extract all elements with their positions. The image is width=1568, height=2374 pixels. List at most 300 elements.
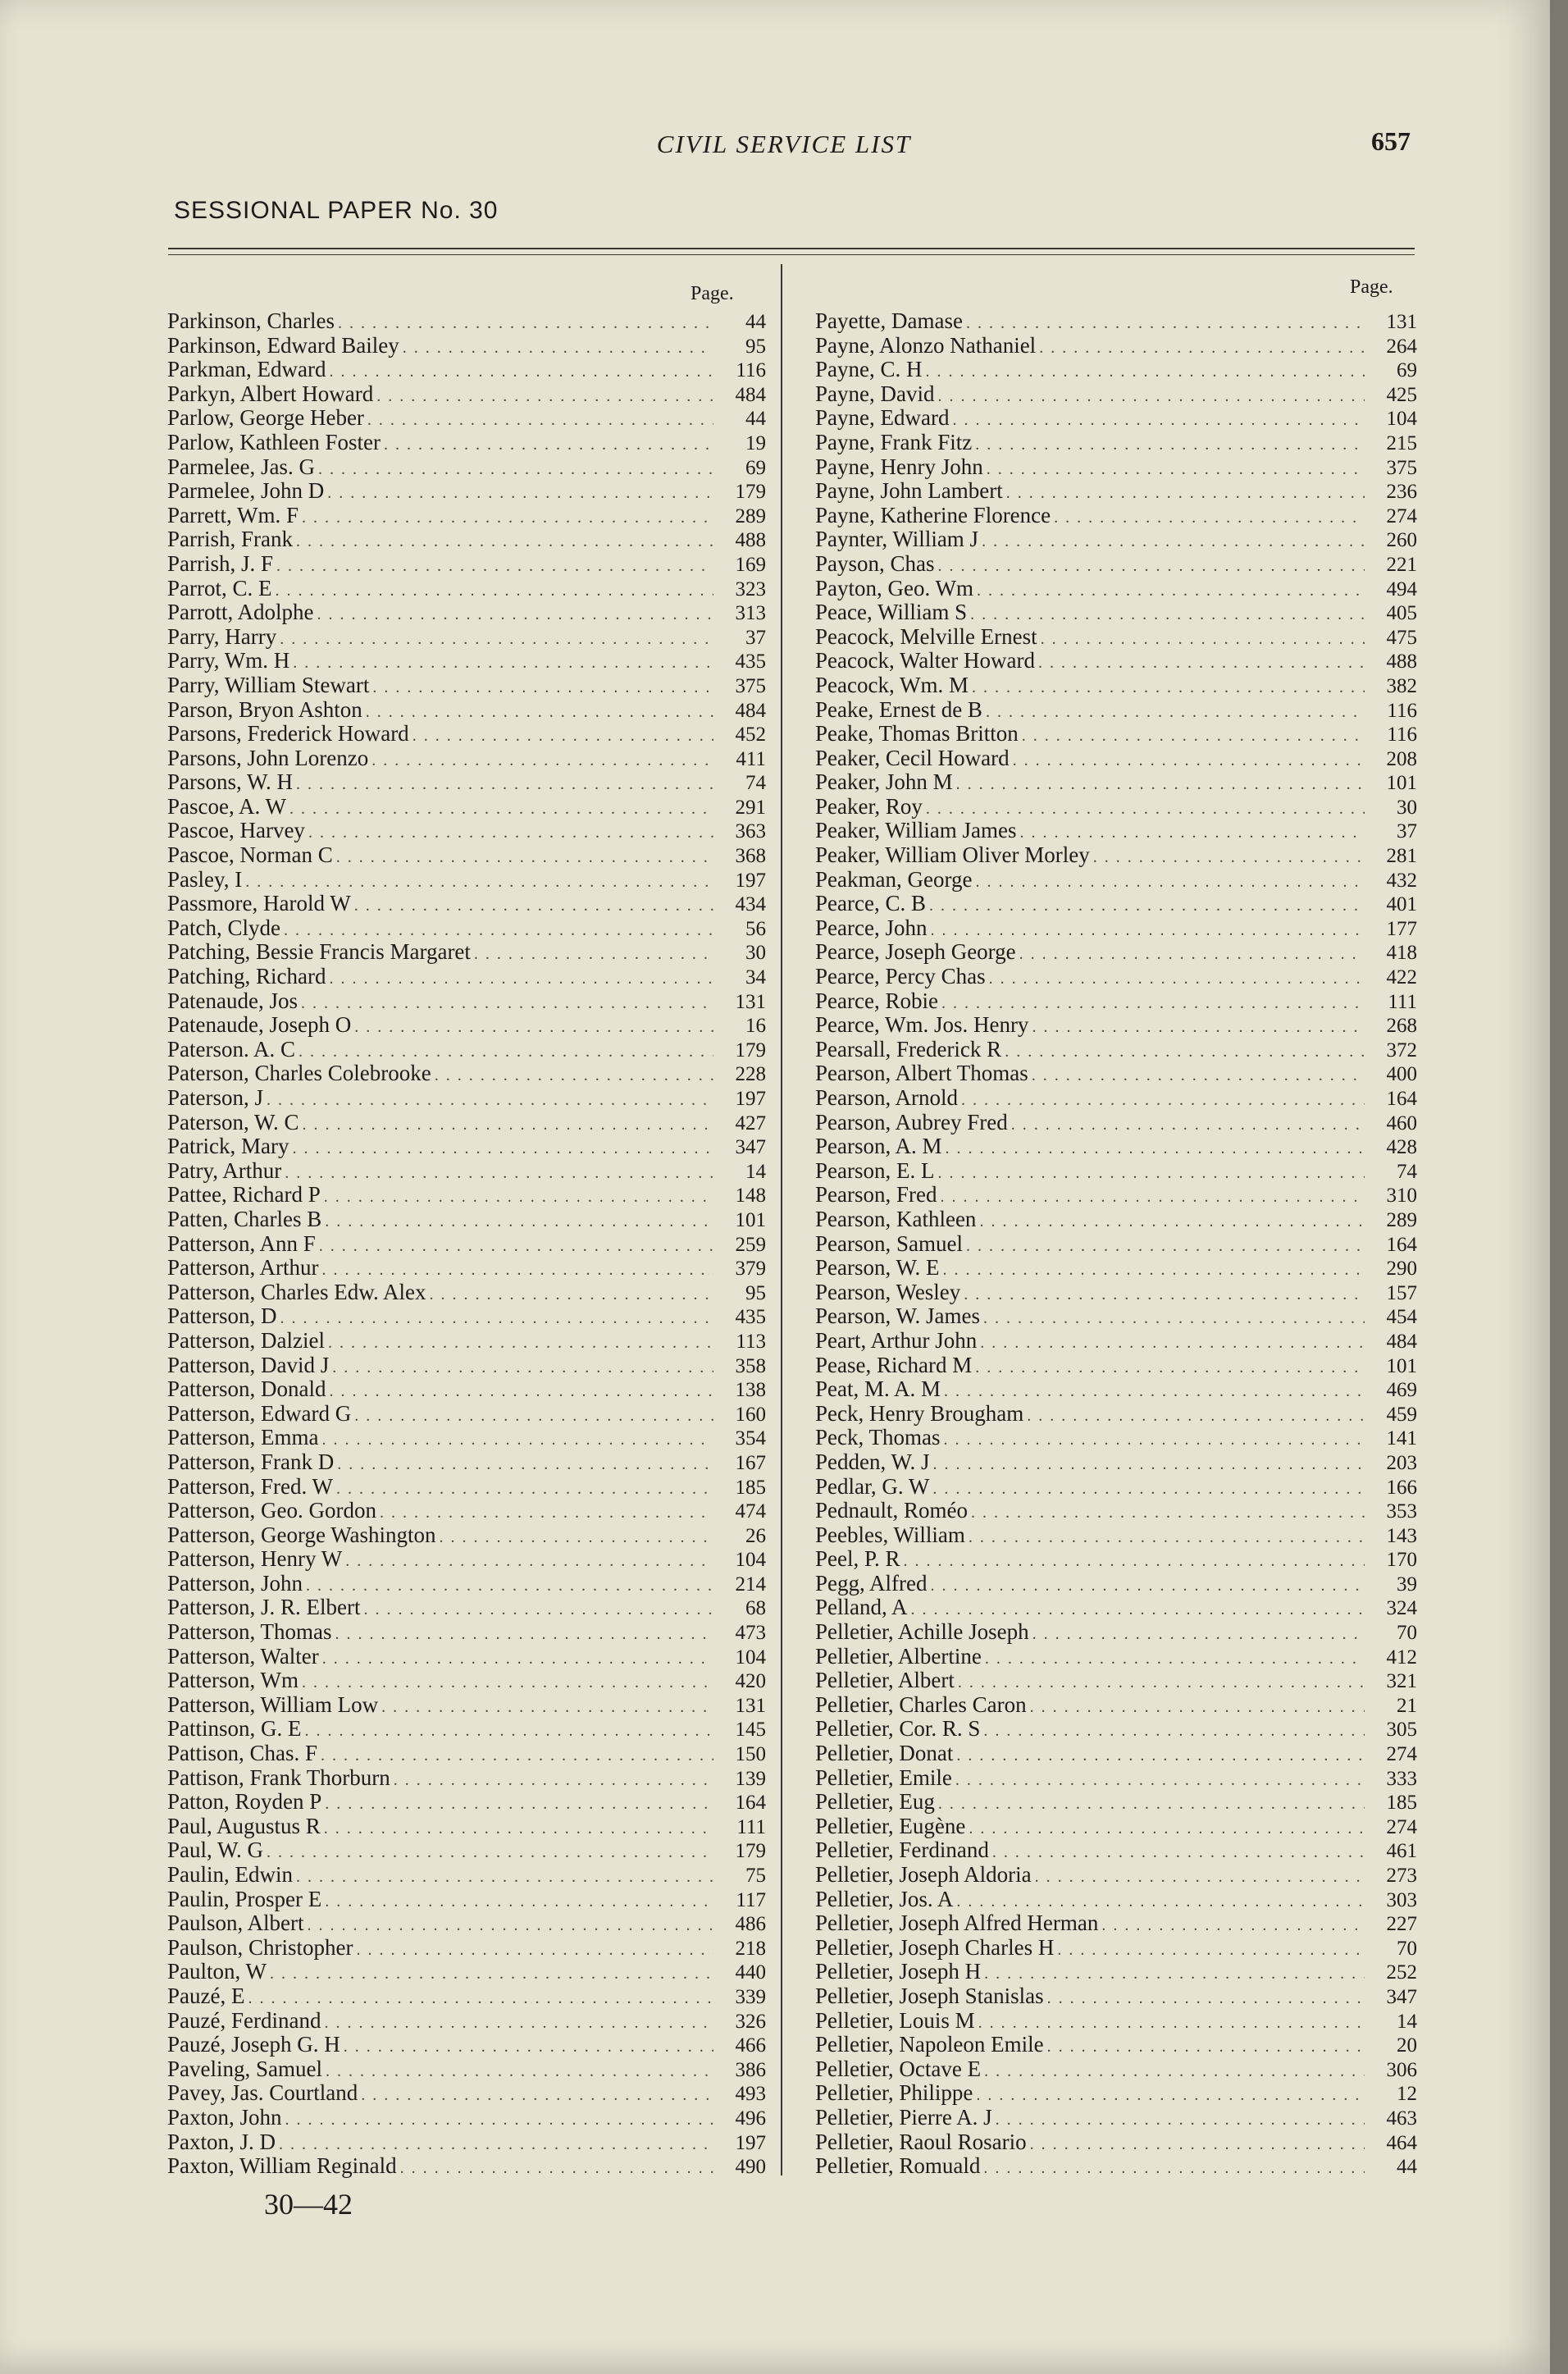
entry-page-number: 74 (745, 772, 766, 795)
dot-leader (1027, 1404, 1365, 1429)
dot-leader (1030, 1696, 1365, 1720)
entry-name: Patterson, Ann F (167, 1230, 316, 1256)
dot-leader (956, 1744, 1365, 1769)
dot-leader (308, 821, 713, 846)
dot-leader (992, 1841, 1365, 1865)
entry-page-number: 290 (1386, 1258, 1417, 1281)
left-index-column (167, 309, 766, 2179)
entry-page-number: 218 (735, 1937, 766, 1960)
index-entry (815, 2033, 1417, 2057)
index-entry (167, 868, 766, 893)
entry-name: Pedden, W. J (815, 1449, 930, 1474)
entry-name: Parkman, Edward (167, 357, 326, 382)
dot-leader (1013, 749, 1365, 774)
dot-leader (394, 1769, 713, 1793)
entry-name: Paulson, Christopher (167, 1934, 353, 1960)
index-entry (815, 1111, 1417, 1135)
index-entry (815, 795, 1417, 819)
index-entry (167, 819, 766, 843)
entry-name: Patterson, David J (167, 1352, 330, 1377)
index-entry (815, 1693, 1417, 1718)
entry-page-number: 141 (1386, 1427, 1417, 1450)
index-entry (167, 2057, 766, 2082)
entry-page-number: 463 (1386, 2107, 1417, 2130)
index-entry (815, 1669, 1417, 1693)
entry-name: Parkinson, Charles (167, 308, 335, 333)
entry-name: Patten, Charles B (167, 1206, 322, 1231)
entry-page-number: 273 (1386, 1865, 1417, 1887)
entry-page-number: 101 (1386, 772, 1417, 795)
entry-page-number: 494 (1386, 578, 1417, 600)
entry-page-number: 382 (1386, 674, 1417, 697)
entry-page-number: 179 (735, 1039, 766, 1061)
dot-leader (1032, 1016, 1365, 1040)
index-entry (815, 1402, 1417, 1427)
dot-leader (354, 1404, 713, 1429)
dot-leader (977, 579, 1365, 604)
index-entry (167, 1547, 766, 1572)
dot-leader (337, 1453, 713, 1477)
index-entry (167, 527, 766, 552)
dot-leader (979, 1210, 1365, 1235)
entry-page-number: 56 (745, 917, 766, 940)
entry-name: Pearsall, Frederick R (815, 1036, 1002, 1061)
entry-name: Patton, Royden P (167, 1789, 322, 1815)
entry-name: Patrick, Mary (167, 1134, 289, 1159)
entry-page-number: 268 (1386, 1015, 1417, 1038)
index-entry (815, 382, 1417, 407)
running-title: CIVIL SERVICE LIST (656, 130, 912, 158)
index-entry (167, 552, 766, 577)
entry-page-number: 185 (1386, 1792, 1417, 1815)
entry-page-number: 464 (1386, 2131, 1417, 2154)
entry-name: Parson, Bryon Ashton (167, 696, 362, 722)
dot-leader (985, 1647, 1365, 1672)
dot-leader (969, 1526, 1365, 1550)
entry-page-number: 372 (1386, 1039, 1417, 1061)
entry-page-number: 412 (1386, 1646, 1417, 1669)
index-entry (815, 309, 1417, 334)
dot-leader (361, 2084, 713, 2108)
dot-leader (326, 2060, 713, 2084)
entry-page-number: 400 (1386, 1063, 1417, 1086)
entry-page-number: 117 (736, 1888, 766, 1911)
entry-page-number: 197 (735, 1088, 766, 1110)
dot-leader (1005, 1040, 1365, 1065)
entry-name: Parrot, C. E (167, 575, 272, 600)
entry-page-number: 203 (1386, 1451, 1417, 1474)
entry-page-number: 347 (735, 1136, 766, 1159)
entry-page-number: 434 (735, 893, 766, 916)
entry-page-number: 167 (735, 1451, 766, 1474)
index-entry (167, 1693, 766, 1718)
index-entry (815, 552, 1417, 577)
index-entry (815, 1354, 1417, 1378)
entry-page-number: 20 (1397, 2034, 1417, 2057)
entry-name: Pelletier, Philippe (815, 2080, 973, 2106)
index-entry (815, 1304, 1417, 1329)
entry-page-number: 170 (1386, 1549, 1417, 1572)
index-entry (815, 1838, 1417, 1863)
entry-name: Pelletier, Eug (815, 1789, 935, 1815)
entry-name: Patterson, Walter (167, 1643, 319, 1669)
entry-name: Paterson. A. C (167, 1036, 296, 1061)
entry-page-number: 215 (1386, 431, 1417, 454)
entry-name: Pelletier, Joseph Alfred Herman (815, 1911, 1099, 1936)
dot-leader (322, 1647, 713, 1672)
index-entry (167, 2009, 766, 2034)
column-divider (781, 264, 782, 2175)
entry-page-number: 70 (1397, 1622, 1417, 1645)
entry-page-number: 274 (1386, 1815, 1417, 1838)
index-entry (815, 1256, 1417, 1281)
entry-page-number: 454 (1386, 1306, 1417, 1329)
dot-leader (940, 1185, 1365, 1210)
entry-name: Patterson, D (167, 1303, 277, 1329)
dot-leader (357, 1938, 714, 1963)
entry-page-number: 321 (1386, 1670, 1417, 1693)
dot-leader (429, 1283, 713, 1308)
dot-leader (324, 1185, 713, 1210)
index-entry (815, 577, 1417, 601)
entry-page-number: 264 (1386, 335, 1417, 358)
entry-page-number: 358 (735, 1354, 766, 1377)
index-entry (167, 1645, 766, 1669)
index-entry (815, 1984, 1417, 2009)
dot-leader (976, 2084, 1365, 2108)
index-entry (815, 431, 1417, 455)
entry-page-number: 274 (1386, 1743, 1417, 1766)
entry-name: Payne, David (815, 381, 935, 406)
dot-leader (972, 676, 1365, 701)
entry-page-number: 116 (1387, 699, 1417, 722)
dot-leader (403, 336, 713, 361)
entry-page-number: 432 (1386, 869, 1417, 892)
entry-name: Paulson, Albert (167, 1911, 304, 1936)
index-entry (815, 1742, 1417, 1766)
index-entry (167, 1475, 766, 1500)
entry-name: Patterson, Arthur (167, 1255, 319, 1281)
entry-name: Pelletier, Eugène (815, 1813, 966, 1838)
dot-leader (285, 1162, 713, 1186)
index-entry (167, 382, 766, 407)
index-entry (815, 334, 1417, 358)
entry-name: Pelletier, Pierre A. J (815, 2104, 992, 2130)
dot-leader (1101, 1914, 1365, 1938)
dot-leader (336, 1477, 713, 1502)
dot-leader (474, 943, 713, 967)
entry-page-number: 428 (1386, 1136, 1417, 1159)
index-entry (815, 1888, 1417, 1912)
entry-name: Peck, Henry Brougham (815, 1400, 1024, 1426)
entry-name: Passmore, Harold W (167, 891, 351, 916)
entry-name: Payne, Katherine Florence (815, 502, 1051, 527)
entry-name: Paulton, W (167, 1959, 267, 1984)
entry-name: Patterson, Emma (167, 1425, 319, 1450)
entry-page-number: 197 (735, 2131, 766, 2154)
dot-leader (937, 385, 1365, 409)
dot-leader (344, 2035, 713, 2060)
index-entry (815, 1645, 1417, 1669)
entry-page-number: 131 (735, 1694, 766, 1717)
entry-name: Patching, Bessie Francis Margaret (167, 939, 471, 965)
entry-name: Parsons, John Lorenzo (167, 745, 369, 770)
index-entry (167, 1183, 766, 1208)
index-entry (167, 1984, 766, 2009)
index-entry (167, 698, 766, 723)
entry-page-number: 289 (1386, 1208, 1417, 1231)
index-entry (815, 892, 1417, 916)
entry-name: Pelletier, Achille Joseph (815, 1619, 1029, 1645)
index-entry (167, 1742, 766, 1766)
entry-page-number: 148 (735, 1185, 766, 1208)
index-entry (815, 527, 1417, 552)
entry-name: Parry, Harry (167, 623, 277, 649)
entry-page-number: 333 (1386, 1767, 1417, 1790)
entry-name: Pelland, A (815, 1595, 908, 1620)
entry-page-number: 185 (735, 1476, 766, 1499)
index-entry (815, 2057, 1417, 2082)
entry-page-number: 435 (735, 1306, 766, 1329)
entry-page-number: 197 (735, 869, 766, 892)
entry-page-number: 221 (1386, 553, 1417, 576)
entry-name: Pedlar, G. W (815, 1473, 930, 1499)
entry-page-number: 228 (735, 1063, 766, 1086)
index-entry (815, 1208, 1417, 1232)
index-entry (167, 1888, 766, 1912)
entry-name: Pascoe, A. W (167, 793, 286, 819)
entry-name: Patterson, Fred. W (167, 1473, 333, 1499)
entry-name: Paveling, Samuel (167, 2056, 322, 2081)
dot-leader (413, 724, 713, 749)
entry-page-number: 460 (1386, 1112, 1417, 1134)
entry-name: Payne, Frank Fitz (815, 429, 973, 454)
entry-name: Payne, Henry John (815, 454, 983, 479)
entry-page-number: 259 (735, 1233, 766, 1256)
entry-name: Pavey, Jas. Courtland (167, 2080, 358, 2106)
entry-page-number: 461 (1386, 1840, 1417, 1863)
dot-leader (956, 773, 1365, 797)
entry-name: Parmelee, Jas. G (167, 454, 315, 479)
entry-page-number: 164 (735, 1792, 766, 1815)
dot-leader (267, 1841, 713, 1865)
index-entry (167, 892, 766, 916)
entry-page-number: 143 (1386, 1524, 1417, 1547)
index-entry (167, 1596, 766, 1620)
entry-page-number: 422 (1386, 966, 1417, 989)
entry-name: Peck, Thomas (815, 1425, 941, 1450)
entry-page-number: 164 (1386, 1088, 1417, 1110)
entry-page-number: 281 (1386, 845, 1417, 868)
index-entry (815, 2009, 1417, 2034)
entry-name: Paterson, Charles Colebrooke (167, 1061, 431, 1086)
entry-page-number: 488 (1386, 651, 1417, 673)
entry-name: Patterson, J. R. Elbert (167, 1595, 361, 1620)
dot-leader (937, 1162, 1365, 1186)
dot-leader (982, 530, 1365, 555)
dot-leader (267, 1089, 713, 1113)
index-entry (815, 1620, 1417, 1645)
entry-page-number: 310 (1386, 1185, 1417, 1208)
index-entry (167, 2081, 766, 2106)
index-entry (815, 406, 1417, 431)
index-entry (815, 1038, 1417, 1062)
entry-page-number: 37 (745, 626, 766, 649)
entry-page-number: 469 (1386, 1379, 1417, 1402)
entry-name: Pelletier, Donat (815, 1741, 954, 1766)
index-entry (815, 1960, 1417, 1984)
entry-page-number: 420 (735, 1670, 766, 1693)
index-entry (815, 746, 1417, 771)
entry-page-number: 19 (745, 431, 766, 454)
index-entry (167, 577, 766, 601)
entry-page-number: 289 (735, 504, 766, 527)
index-entry (815, 843, 1417, 868)
entry-name: Paterson, J (167, 1085, 263, 1110)
dot-leader (938, 555, 1365, 579)
entry-name: Pattison, Frank Thorburn (167, 1765, 390, 1790)
dot-leader (932, 1477, 1365, 1502)
dot-leader (292, 1137, 713, 1162)
dot-leader (964, 1283, 1365, 1308)
dot-leader (904, 1550, 1365, 1574)
index-entry (815, 1475, 1417, 1500)
dot-leader (983, 1719, 1365, 1744)
entry-page-number: 496 (735, 2107, 766, 2130)
entry-name: Pattison, Chas. F (167, 1741, 318, 1766)
entry-name: Patterson, Dalziel (167, 1327, 325, 1353)
entry-name: Parsons, W. H (167, 769, 294, 795)
entry-name: Payson, Chas (815, 550, 935, 576)
entry-page-number: 95 (745, 1281, 766, 1304)
entry-name: Pearson, Aubrey Fred (815, 1109, 1008, 1134)
dot-leader (984, 2060, 1365, 2084)
entry-page-number: 490 (735, 2156, 766, 2179)
index-entry (815, 1523, 1417, 1548)
entry-name: Paulin, Prosper E (167, 1886, 322, 1911)
dot-leader (1022, 724, 1365, 749)
index-entry (815, 1086, 1417, 1111)
index-entry (815, 1547, 1417, 1572)
entry-page-number: 323 (735, 578, 766, 600)
entry-name: Pease, Richard M (815, 1352, 973, 1377)
entry-page-number: 145 (735, 1719, 766, 1742)
entry-page-number: 418 (1386, 942, 1417, 965)
entry-page-number: 113 (736, 1330, 766, 1353)
index-entry (815, 649, 1417, 673)
index-entry (815, 916, 1417, 941)
dot-leader (983, 2157, 1365, 2181)
entry-page-number: 484 (1386, 1330, 1417, 1353)
entry-page-number: 14 (1397, 2010, 1417, 2033)
index-entry (167, 1208, 766, 1232)
index-entry (167, 989, 766, 1014)
index-entry (815, 698, 1417, 723)
entry-page-number: 401 (1386, 893, 1417, 916)
entry-name: Peart, Arthur John (815, 1327, 978, 1353)
index-entry (815, 1134, 1417, 1159)
dot-leader (1054, 506, 1365, 531)
entry-page-number: 236 (1386, 481, 1417, 504)
entry-name: Peaker, William James (815, 818, 1017, 843)
index-entry (167, 406, 766, 431)
entry-page-number: 475 (1386, 626, 1417, 649)
index-entry (815, 1766, 1417, 1791)
dot-leader (989, 967, 1365, 992)
entry-page-number: 44 (745, 408, 766, 431)
index-entry (815, 819, 1417, 843)
index-entry (815, 2081, 1417, 2106)
dot-leader (966, 1235, 1365, 1259)
entry-page-number: 260 (1386, 529, 1417, 552)
entry-name: Pelletier, Albertine (815, 1643, 982, 1669)
entry-page-number: 363 (735, 820, 766, 843)
entry-name: Pearson, Wesley (815, 1279, 961, 1304)
entry-name: Peaker, William Oliver Morley (815, 842, 1090, 868)
index-entry (815, 1281, 1417, 1305)
index-entry (167, 334, 766, 358)
entry-name: Pearce, Wm. Jos. Henry (815, 1012, 1029, 1038)
index-entry (815, 2106, 1417, 2130)
dot-leader (1006, 482, 1365, 506)
index-entry (815, 1815, 1417, 1839)
entry-name: Pearce, Robie (815, 988, 938, 1013)
index-entry (167, 1134, 766, 1159)
dot-leader (302, 506, 713, 531)
entry-page-number: 459 (1386, 1403, 1417, 1426)
entry-name: Patry, Arthur (167, 1157, 282, 1183)
entry-name: Parrish, Frank (167, 527, 293, 552)
dot-leader (367, 409, 713, 433)
dot-leader (296, 773, 713, 797)
index-entry (815, 940, 1417, 965)
entry-page-number: 111 (736, 1815, 766, 1838)
index-entry (815, 1013, 1417, 1038)
right-index-column (815, 309, 1417, 2179)
entry-page-number: 440 (735, 1961, 766, 1984)
entry-page-number: 166 (1386, 1476, 1417, 1499)
dot-leader (303, 1113, 713, 1138)
entry-page-number: 157 (1386, 1281, 1417, 1304)
entry-page-number: 354 (735, 1427, 766, 1450)
index-entry (815, 1232, 1417, 1257)
index-entry (167, 1863, 766, 1888)
entry-page-number: 160 (735, 1403, 766, 1426)
dot-leader (376, 385, 713, 409)
entry-page-number: 69 (1397, 359, 1417, 382)
entry-name: Peacock, Wm. M (815, 672, 969, 697)
entry-name: Parrett, Wm. F (167, 502, 299, 527)
entry-name: Pearson, Albert Thomas (815, 1061, 1028, 1086)
dot-leader (980, 1331, 1365, 1356)
index-entry (167, 1523, 766, 1548)
entry-page-number: 466 (735, 2034, 766, 2057)
dot-leader (296, 530, 713, 555)
entry-name: Pearce, John (815, 915, 928, 940)
entry-name: Pednault, Roméo (815, 1498, 968, 1523)
dot-leader (354, 1016, 713, 1040)
entry-page-number: 208 (1386, 747, 1417, 770)
dot-leader (1047, 2035, 1365, 2060)
dot-leader (933, 1453, 1365, 1477)
index-entry (167, 358, 766, 382)
dot-leader (1041, 628, 1365, 652)
entry-name: Patterson, Frank D (167, 1449, 335, 1474)
entry-page-number: 68 (745, 1597, 766, 1620)
entry-name: Patterson, George Washington (167, 1522, 436, 1547)
entry-page-number: 452 (735, 724, 766, 746)
index-entry (815, 479, 1417, 504)
